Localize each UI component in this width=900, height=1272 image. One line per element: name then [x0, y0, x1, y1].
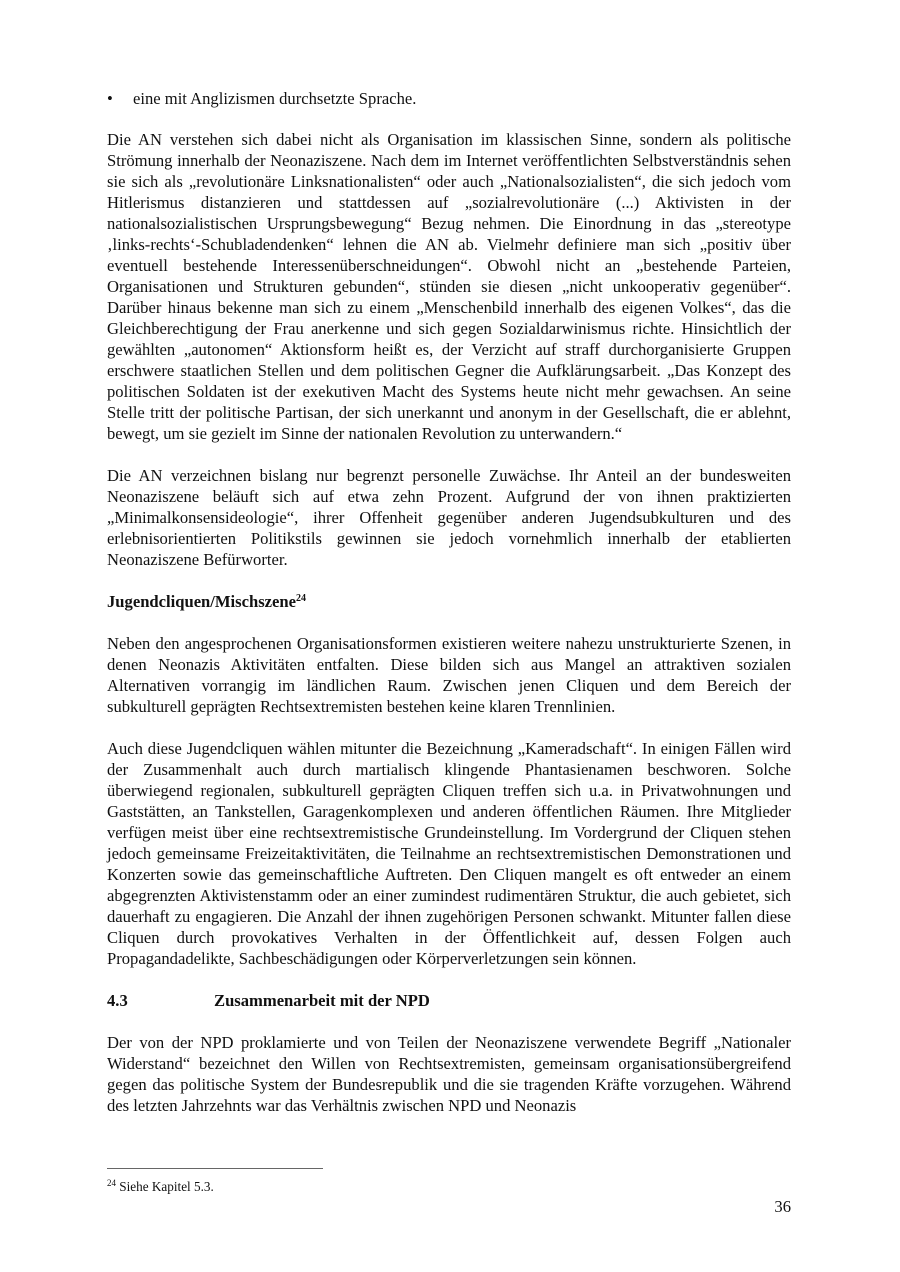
subheading-title: Jugendcliquen/Mischszene — [107, 592, 296, 611]
paragraph-nationaler-widerstand: Der von der NPD proklamierte und von Teilen der Neonaziszene verwendete Begriff „Nationaler Widerstand“ bezeichnet den Willen von Rechtsextremisten, gemeinsam organisationsübergreifend gegen das politische System der Bundesrepublik und die sie tragenden Kräfte vorzugehen. Während des letzten Jahrzehnts war das Verhältnis zwischen NPD und Neonazis — [107, 1033, 791, 1115]
bullet-text: eine mit Anglizismen durchsetzte Sprache. — [133, 89, 417, 108]
paragraph-cliques: Auch diese Jugendcliquen wählen mitunter die Bezeichnung „Kameradschaft“. In einigen Fällen wird der Zusammenhalt auch durch martialisch klingende Phantasienamen beschworen. Solche überwiegend regionalen, subkulturell geprägten Cliquen treffen sich u.a. in Privatwohnungen und Gaststätten, an Tankstellen, Garagenkomplexen und anderen öffentlichen Räumen. Ihre Mitglieder verfügen meist über eine rechtsextremistische Grundeinstellung. Im Vordergrund der Cliquen stehen jedoch gemeinsame Freizeitaktivitäten, die Teilnahme an rechtsextremistischen Demonstrationen und Konzerten sowie das gemeinschaftliche Auftreten. Den Cliquen mangelt es oft entweder an einem abgegrenzten Aktivistenstamm oder an einer zumindest rudimentären Struktur, die auch gebietet, sich dauerhaft zu engagieren. Die Anzahl der ihnen zugehörigen Personen schwankt. Mitunter fallen diese Cliquen durch provokatives Verhalten in der Öffentlichkeit auf, dessen Folgen auch Propagandadelikte, Sachbeschädigungen oder Körperverletzungen sein können. — [107, 739, 791, 968]
footnote-reference[interactable]: 24 — [296, 593, 306, 604]
section-number: 4.3 — [107, 991, 128, 1010]
section-title: Zusammenarbeit mit der NPD — [214, 991, 430, 1010]
footnote-number: 24 — [107, 1178, 116, 1188]
bullet-symbol: • — [107, 89, 113, 108]
paragraph-an-self-understanding: Die AN verstehen sich dabei nicht als Organisation im klassischen Sinne, sondern als politische Strömung innerhalb der Neonaziszene. Nach dem im Internet veröffentlichten Selbstverständnis sehen sie sich als „revolutionäre Linksnationalisten“ oder auch „Nationalsozialisten“, die sich jedoch vom Hitlerismus distanzieren und stattdessen auf „sozialrevolutionäre (...) Aktivisten in der nationalsozialistischen Ursprungsbewegung“ Bezug nehmen. Die Einordnung in das „stereotype ‚links-rechts‘-Schubladendenken“ lehnen die AN ab. Vielmehr definiere man sich „positiv über eventuell bestehende Interessenüberschneidungen“. Obwohl nicht an „bestehende Parteien, Organisationen und Strukturen gebunden“, stünden sie diesen „nicht unkooperativ gegenüber“. Darüber hinaus bekenne man sich zu einem „Menschenbild innerhalb des eigenen Volkes“, das die Gleichberechtigung der Frau anerkenne und sich gegen Sozialdarwinismus richte. Hinsichtlich der gewählten „autonomen“ Aktionsform heißt es, der Verzicht auf straff durchorganisierte Gruppen erschwere staatlichen Stellen und dem politischen Gegner die Aufklärungsarbeit. „Das Konzept des politischen Soldaten ist der exekutiven Macht des Systems heute nicht mehr gewachsen. An seine Stelle tritt der politische Partisan, der sich unerkannt und anonym in der Gesellschaft, die er ablehnt, bewegt, um sie gezielt im Sinne der nationalen Revolution zu unterwandern.“ — [107, 130, 791, 443]
bullet-item — [107, 88, 791, 109]
section-heading — [107, 990, 791, 1011]
document-page — [107, 88, 791, 1137]
footnote-text: Siehe Kapitel 5.3. — [119, 1179, 214, 1194]
subheading-jugendcliquen — [107, 591, 791, 612]
footnote-divider — [107, 1168, 323, 1169]
paragraph-an-growth: Die AN verzeichnen bislang nur begrenzt personelle Zuwächse. Ihr Anteil an der bundesweiten Neonaziszene beläuft sich auf etwa zehn Prozent. Aufgrund der von ihnen praktizierten „Minimalkonsensideologie“, ihrer Offenheit gegenüber anderen Jugendsubkulturen und des erlebnisorientierten Politikstils gewinnen sie jedoch vornehmlich innerhalb der etablierten Neonaziszene Befürworter. — [107, 466, 791, 569]
paragraph-unstructured-scenes: Neben den angesprochenen Organisationsformen existieren weitere nahezu unstrukturierte Szenen, in denen Neonazis Aktivitäten entfalten. Diese bilden sich aus Mangel an attraktiven sozialen Alternativen vorrangig im ländlichen Raum. Zwischen jenen Cliquen und dem Bereich der subkulturell geprägten Rechtsextremisten bestehen keine klaren Trennlinien. — [107, 634, 791, 716]
footnote — [107, 1179, 214, 1195]
page-number: 36 — [774, 1197, 791, 1216]
